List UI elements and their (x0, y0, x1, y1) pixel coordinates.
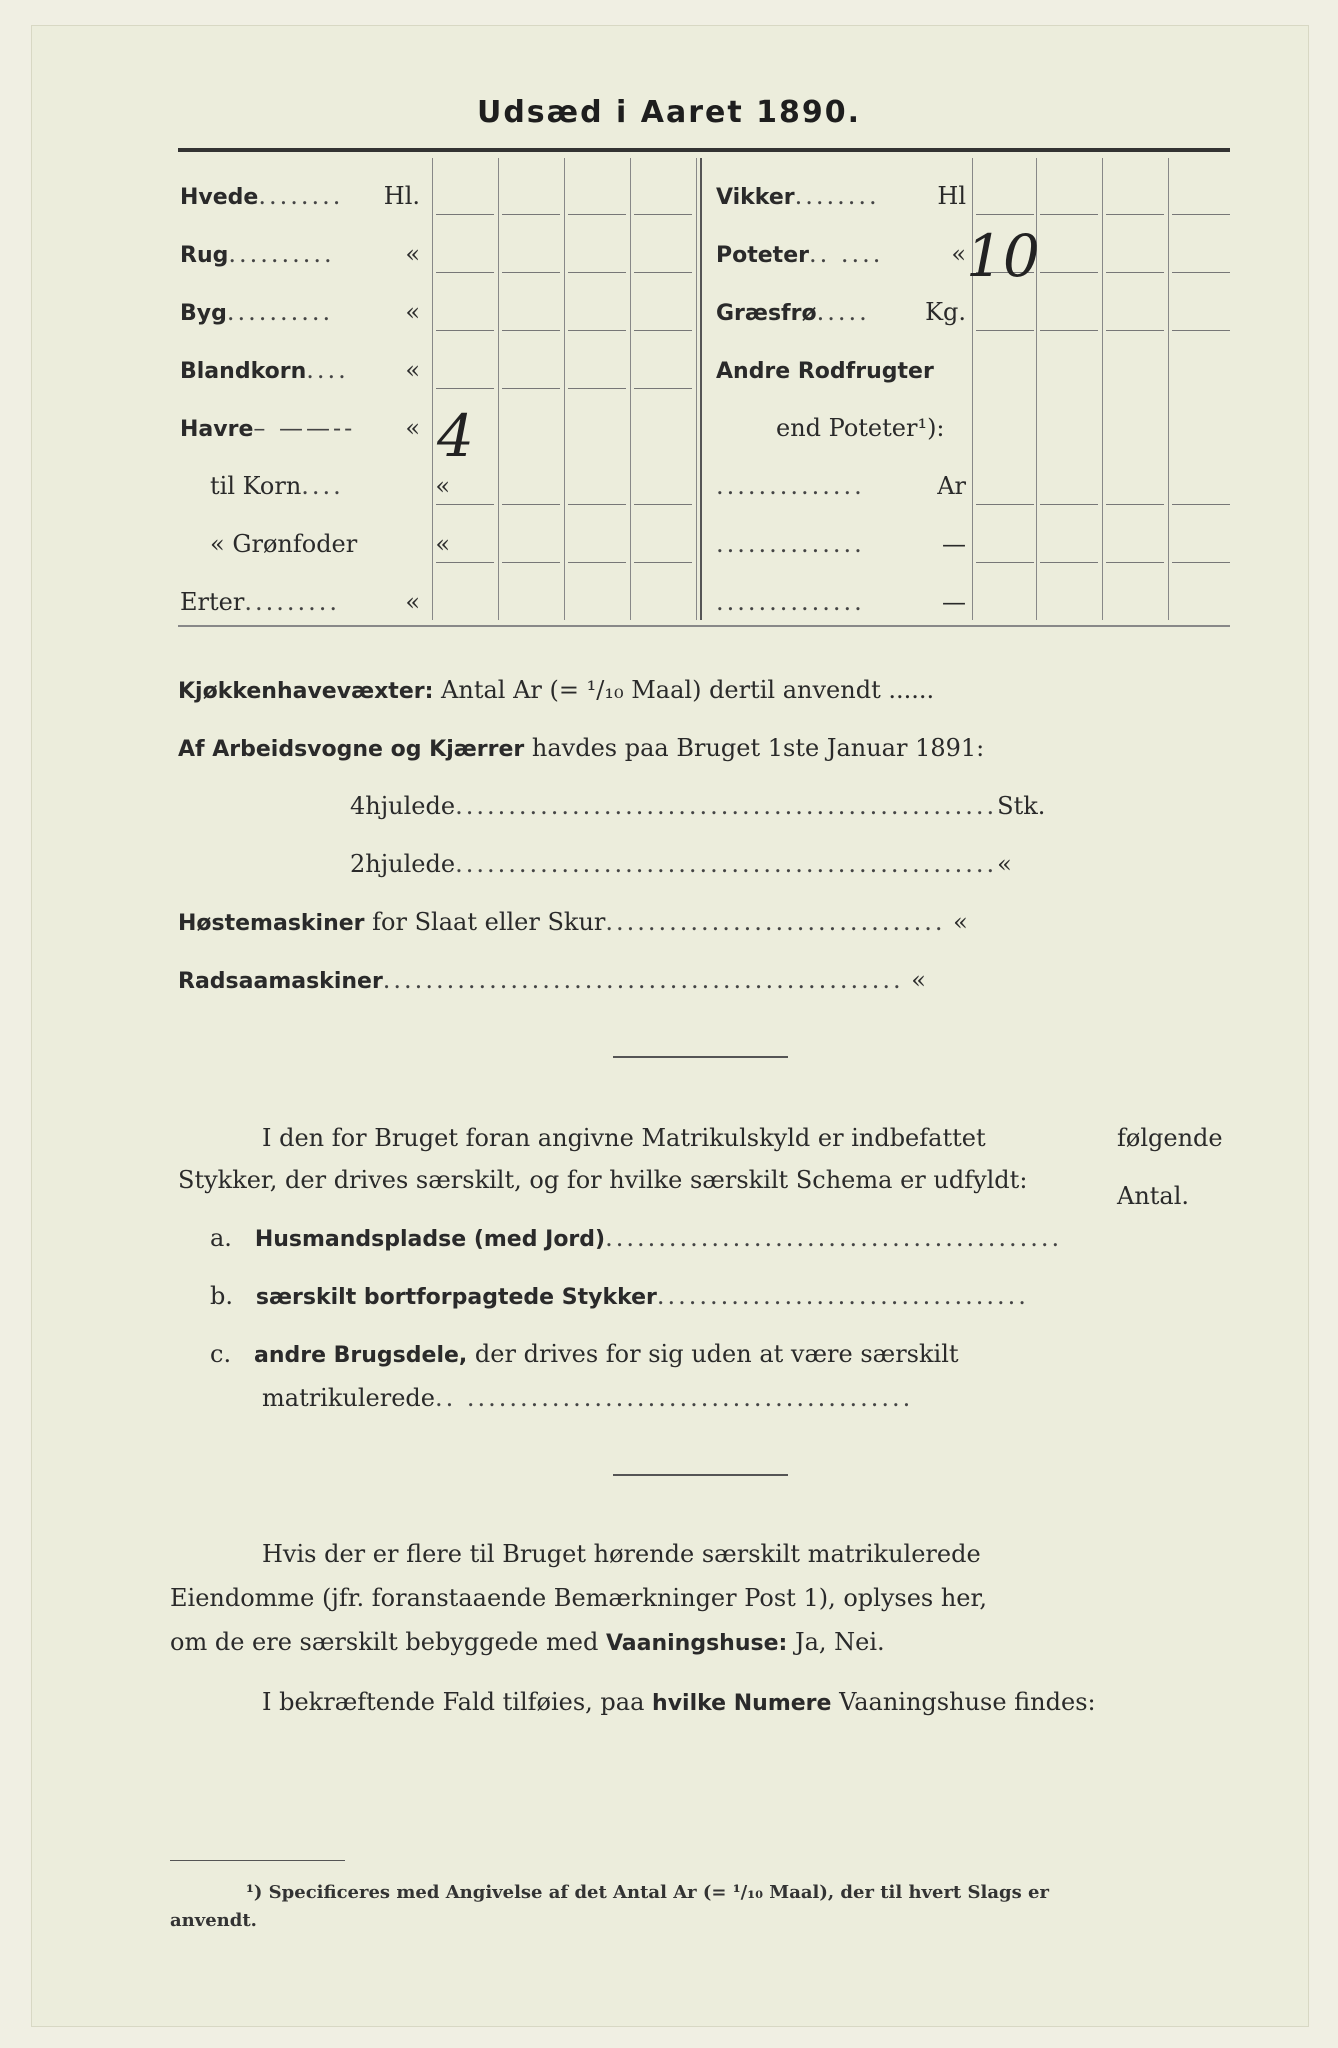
hjulede2-dots: ................................................... (455, 850, 998, 878)
matrikul-line1: I den for Bruget foran angivne Matrikulskyld er indbefattet (262, 1124, 986, 1152)
bekraeftende-line (262, 1688, 1096, 1716)
footnote-separator (170, 1860, 345, 1861)
hostemaskiner-label: Høstemaskiner (178, 911, 365, 936)
item-b-dots: ................................... (656, 1282, 1029, 1310)
arbeidsvogne-line (178, 734, 984, 762)
grid-horizontal-line (502, 214, 560, 215)
right-crop-row (716, 298, 966, 326)
arbeidsvogne-text: havdes paa Bruget 1ste Januar 1891: (531, 734, 985, 762)
grid-horizontal-line (502, 330, 560, 331)
radsaamaskiner-line (178, 966, 926, 994)
right-crop-row (716, 182, 966, 210)
hostemaskiner-unit: « (953, 908, 968, 936)
arbeidsvogne-label: Af Arbeidsvogne og Kjærrer (178, 737, 525, 762)
grid-vertical-line (1168, 158, 1169, 620)
grid-horizontal-line (568, 214, 626, 215)
grid-horizontal-line (436, 272, 494, 273)
grid-horizontal-line (436, 504, 494, 505)
item-a-letter: a. (210, 1224, 232, 1252)
grid-horizontal-line (568, 562, 626, 563)
flere-line3-pre: om de ere særskilt bebyggede med (170, 1628, 599, 1656)
grid-horizontal-line (634, 562, 692, 563)
item-a-label: Husmandspladse (med Jord) (254, 1227, 606, 1252)
item-b (210, 1282, 1029, 1310)
grid-horizontal-line (976, 504, 1034, 505)
grid-horizontal-line (502, 562, 560, 563)
hostemaskiner-line (178, 908, 968, 936)
grid-horizontal-line (436, 214, 494, 215)
hostemaskiner-text: for Slaat eller Skur (372, 908, 606, 936)
left-crop-row (180, 298, 420, 326)
item-c-continuation (262, 1384, 913, 1412)
kjokkenhave-text: Antal Ar (= ¹/₁₀ Maal) dertil anvendt ...... (441, 676, 935, 704)
grid-horizontal-line (436, 330, 494, 331)
right-crop-unit: Ar (937, 472, 966, 500)
item-c-text: der drives for sig uden at være særskilt (474, 1340, 959, 1368)
right-crop-row (716, 588, 966, 616)
section-separator-2 (613, 1474, 788, 1476)
left-crop-dots: – ——-- (253, 414, 356, 442)
radsaamaskiner-label: Radsaamaskiner (178, 969, 383, 994)
hostemaskiner-dots: ................................ (605, 908, 946, 936)
grid-horizontal-line (1040, 214, 1098, 215)
hjulede2-line (350, 850, 1012, 878)
right-crop-dots: .............. (716, 530, 865, 558)
form-page (32, 26, 1308, 2026)
right-crop-name: end Poteter¹): (776, 414, 945, 442)
grid-horizontal-line (502, 388, 560, 389)
hjulede2-label: 2hjulede (350, 850, 456, 878)
item-c-cont-dots: .. .......................................... (434, 1384, 914, 1412)
table-bottom-rule (178, 625, 1230, 627)
flere-line3-bold: Vaaningshuse: (605, 1631, 788, 1656)
hjulede2-unit: « (997, 850, 1012, 878)
left-crop-row (180, 588, 420, 616)
right-crop-unit: — (942, 588, 966, 616)
right-crop-row (716, 356, 966, 384)
left-crop-row (180, 472, 450, 500)
right-crop-name: Vikker (716, 185, 795, 210)
left-crop-dots: .... (306, 356, 349, 384)
grid-horizontal-line (1172, 272, 1230, 273)
grid-horizontal-line (1172, 214, 1230, 215)
form-title: Udsæd i Aaret 1890. (476, 95, 862, 130)
left-crop-name: Hvede (180, 185, 259, 210)
hjulede4-dots: ................................................... (455, 792, 998, 820)
havre-handwritten-value: 4 (437, 402, 474, 470)
item-c-label: andre Brugsdele, (253, 1343, 468, 1368)
left-crop-row (180, 414, 420, 442)
grid-horizontal-line (1172, 504, 1230, 505)
right-crop-name: Græsfrø (716, 301, 817, 326)
item-c-letter: c. (210, 1340, 232, 1368)
left-crop-name: « Grønfoder (210, 530, 358, 558)
left-crop-name: Erter (180, 588, 245, 616)
matrikul-line2: Stykker, der drives særskilt, og for hvilke særskilt Schema er udfyldt: (178, 1166, 1028, 1194)
grid-horizontal-line (568, 272, 626, 273)
right-crop-row (716, 240, 966, 268)
left-crop-unit: « (405, 298, 420, 326)
right-crop-unit: « (951, 240, 966, 268)
poteter-handwritten-value: 10 (966, 222, 1040, 290)
section-separator (613, 1056, 788, 1058)
grid-horizontal-line (1040, 330, 1098, 331)
grid-horizontal-line (1106, 214, 1164, 215)
right-crop-name: Andre Rodfrugter (716, 359, 934, 384)
grid-vertical-line (1102, 158, 1103, 620)
flere-line1: Hvis der er flere til Bruget hørende særskilt matrikulerede (262, 1540, 981, 1568)
right-crop-row (716, 472, 966, 500)
right-crop-name: Poteter (716, 243, 809, 268)
right-crop-dots: ..... (816, 298, 870, 326)
flere-line3-post: Ja, Nei. (794, 1628, 885, 1656)
right-crop-dots: .............. (716, 472, 865, 500)
left-crop-dots: .... (301, 472, 344, 500)
hjulede4-label: 4hjulede (350, 792, 456, 820)
grid-horizontal-line (1106, 562, 1164, 563)
item-c-cont-text: matrikulerede (262, 1384, 435, 1412)
left-crop-name: Blandkorn (180, 359, 307, 384)
item-a-dots: ........................................... (605, 1224, 1063, 1252)
left-crop-unit: « (405, 240, 420, 268)
right-crop-dots: .............. (716, 588, 865, 616)
grid-horizontal-line (634, 214, 692, 215)
radsaamaskiner-dots: ................................................. (382, 966, 904, 994)
right-crop-row (716, 414, 1026, 442)
table-top-rule (178, 148, 1230, 152)
right-crop-unit: Kg. (925, 298, 966, 326)
item-c (210, 1340, 959, 1368)
grid-horizontal-line (1040, 504, 1098, 505)
flere-line3 (170, 1628, 885, 1656)
left-crop-name: Havre (180, 417, 254, 442)
grid-vertical-line (700, 158, 702, 620)
grid-horizontal-line (976, 330, 1034, 331)
bekraeftende-pre: I bekræftende Fald tilføies, paa (262, 1688, 645, 1716)
grid-horizontal-line (634, 388, 692, 389)
footnote-line2: anvendt. (170, 1910, 257, 1931)
grid-horizontal-line (568, 504, 626, 505)
left-crop-row (180, 356, 420, 384)
grid-vertical-line (696, 158, 697, 620)
hjulede4-line (350, 792, 1045, 820)
grid-horizontal-line (1172, 562, 1230, 563)
left-crop-unit: « (405, 414, 420, 442)
grid-horizontal-line (1106, 504, 1164, 505)
left-crop-row (180, 530, 450, 558)
grid-vertical-line (564, 158, 565, 620)
left-crop-name: Byg (180, 301, 227, 326)
grid-vertical-line (630, 158, 631, 620)
grid-horizontal-line (436, 562, 494, 563)
grid-horizontal-line (976, 562, 1034, 563)
left-crop-unit: « (405, 588, 420, 616)
kjokkenhave-label: Kjøkkenhavevæxter: (178, 679, 434, 704)
bekraeftende-post: Vaaningshuse findes: (839, 1688, 1096, 1716)
left-crop-dots: .......... (228, 240, 335, 268)
grid-horizontal-line (1040, 562, 1098, 563)
item-b-letter: b. (210, 1282, 233, 1310)
item-b-label: særskilt bortforpagtede Stykker (255, 1285, 657, 1310)
grid-horizontal-line (1172, 330, 1230, 331)
left-crop-dots: .......... (226, 298, 334, 326)
matrikul-right1: følgende (1117, 1124, 1223, 1152)
left-crop-unit: « (435, 472, 450, 500)
right-crop-row (716, 530, 966, 558)
grid-horizontal-line (568, 388, 626, 389)
left-crop-dots: ........ (258, 182, 344, 210)
matrikul-antal: Antal. (1117, 1182, 1190, 1210)
left-crop-dots: ......... (244, 588, 340, 616)
right-crop-unit: Hl (937, 182, 966, 210)
left-crop-name: til Korn (210, 472, 302, 500)
right-crop-unit: — (942, 530, 966, 558)
left-crop-unit: « (405, 356, 420, 384)
grid-vertical-line (498, 158, 499, 620)
left-crop-unit: Hl. (383, 182, 420, 210)
grid-horizontal-line (634, 272, 692, 273)
radsaamaskiner-unit: « (911, 966, 926, 994)
grid-horizontal-line (436, 388, 494, 389)
flere-line2: Eiendomme (jfr. foranstaaende Bemærkninger Post 1), oplyses her, (170, 1584, 987, 1612)
left-crop-name: Rug (180, 243, 229, 268)
left-crop-row (180, 182, 420, 210)
grid-horizontal-line (568, 330, 626, 331)
grid-horizontal-line (502, 504, 560, 505)
hjulede4-unit: Stk. (997, 792, 1046, 820)
right-crop-dots: .. .... (808, 240, 884, 268)
grid-horizontal-line (1106, 330, 1164, 331)
grid-horizontal-line (634, 330, 692, 331)
bekraeftende-bold: hvilke Numere (652, 1691, 832, 1716)
footnote-line1: ¹) Specificeres med Angivelse af det Antal Ar (= ¹/₁₀ Maal), der til hvert Slags er (246, 1882, 1049, 1903)
grid-horizontal-line (1040, 272, 1098, 273)
grid-horizontal-line (1106, 272, 1164, 273)
grid-horizontal-line (976, 214, 1034, 215)
item-a (210, 1224, 1062, 1252)
left-crop-row (180, 240, 420, 268)
left-crop-unit: « (435, 530, 450, 558)
right-crop-dots: ........ (794, 182, 880, 210)
grid-horizontal-line (634, 504, 692, 505)
grid-vertical-line (432, 158, 433, 620)
kjokkenhave-line (178, 676, 934, 704)
grid-horizontal-line (502, 272, 560, 273)
